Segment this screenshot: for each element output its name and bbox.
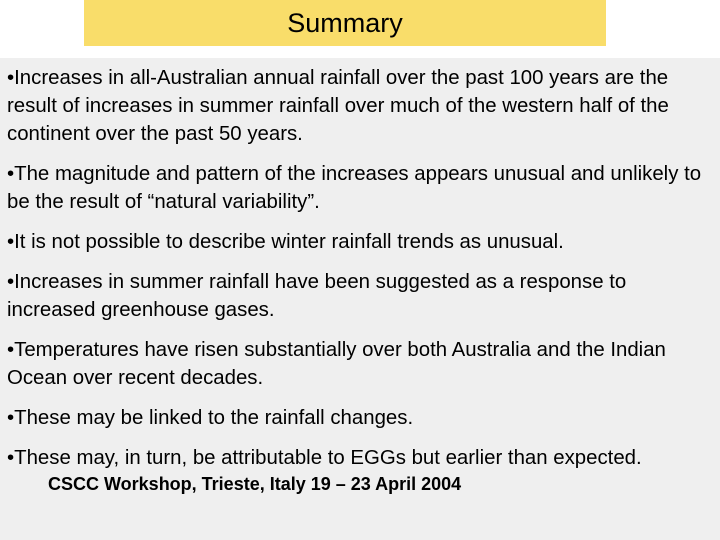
bullet-dot: • [7, 339, 15, 361]
bullet-item [7, 404, 717, 432]
bullet-text: The magnitude and pattern of the increases appears unusual and unlikely to be the result of “natural variability”. [7, 163, 702, 213]
bullet-item [7, 336, 717, 392]
bullet-list [7, 64, 717, 484]
bullet-text: These may, in turn, be attributable to EGGs but earlier than expected. [14, 447, 642, 469]
bullet-item [7, 444, 717, 472]
bullet-text: These may be linked to the rainfall changes. [14, 407, 414, 429]
bullet-dot: • [7, 231, 15, 253]
slide-title: Summary [287, 8, 403, 38]
bullet-dot: • [7, 163, 15, 185]
slide-title-bar [84, 0, 606, 46]
bullet-dot: • [7, 447, 15, 469]
bullet-text: It is not possible to describe winter rainfall trends as unusual. [14, 231, 564, 253]
bullet-item [7, 64, 717, 148]
bullet-text: Temperatures have risen substantially over both Australia and the Indian Ocean over recent decades. [7, 339, 666, 389]
slide-footer: CSCC Workshop, Trieste, Italy 19 – 23 April 2004 [48, 474, 462, 494]
bullet-item [7, 268, 717, 324]
bullet-text: Increases in summer rainfall have been suggested as a response to increased greenhouse gases. [7, 271, 627, 321]
bullet-dot: • [7, 271, 15, 293]
bullet-dot: • [7, 67, 15, 89]
slide-body [0, 58, 720, 540]
bullet-item [7, 228, 717, 256]
bullet-item [7, 160, 717, 216]
bullet-dot: • [7, 407, 15, 429]
bullet-text: Increases in all-Australian annual rainfall over the past 100 years are the result of increases in summer rainfall over much of the western half of the continent over the past 50 years. [7, 67, 669, 145]
